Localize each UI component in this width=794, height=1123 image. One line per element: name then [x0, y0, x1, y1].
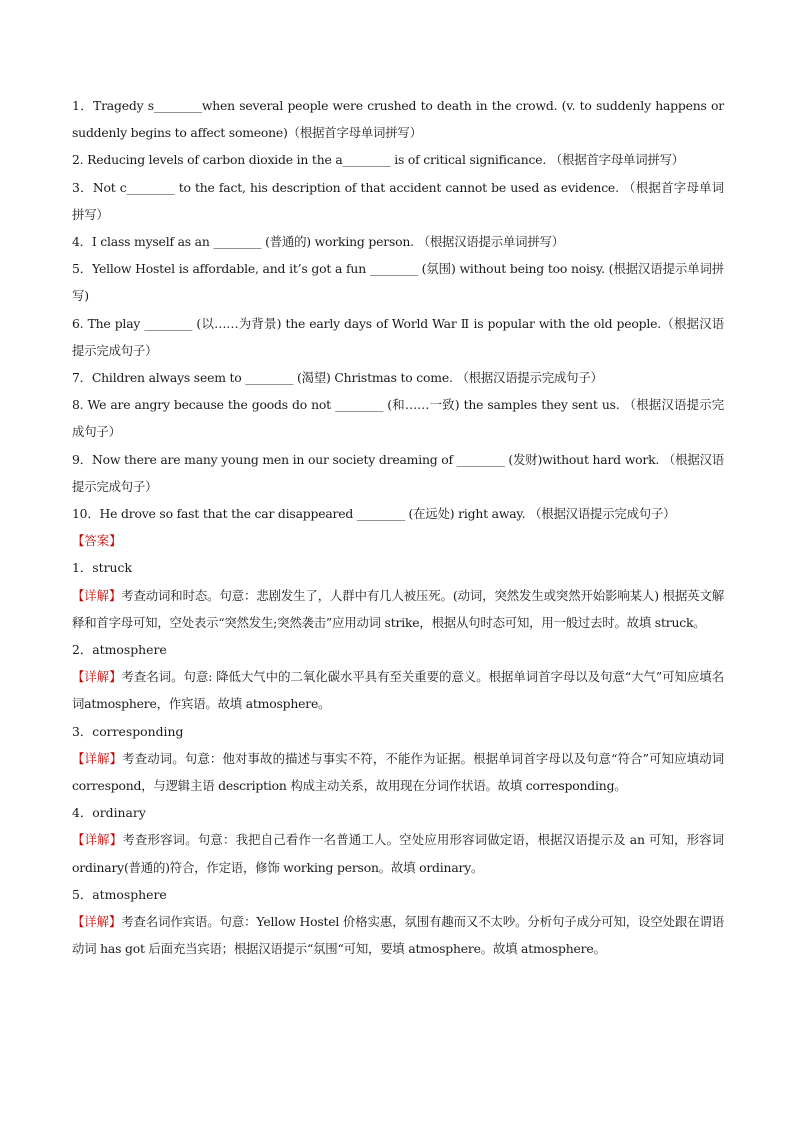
question-7: 7．Children always seem to ________ (渴望) Christmas to come. （根据汉语提示完成句子） [72, 370, 603, 386]
detail-tag: 【详解】 [72, 669, 122, 685]
question-3: 3．Not c________ to the fact, his description of that accident cannot be used as evidence. （根据首字母单词拼写） [72, 179, 724, 222]
answer-4-detail [72, 826, 724, 880]
question-5: 5．Yellow Hostel is affordable, and it’s got a fun ________ (氛围) without being too noisy. (根据汉语提示单词拼写) [72, 261, 724, 304]
answer-1-detail [72, 582, 724, 636]
detail-tag: 【详解】 [72, 750, 123, 766]
answer-5-number: 5．atmosphere [72, 886, 167, 902]
answer-heading: 【答案】 [72, 533, 122, 549]
detail-tag: 【详解】 [72, 914, 122, 930]
question-9: 9．Now there are many young men in our society dreaming of ________ (发财)without hard work. （根据汉语提示完成句子） [72, 451, 724, 494]
answer-2-number: 2．atmosphere [72, 642, 167, 658]
question-10: 10．He drove so fast that the car disappeared ________ (在远处) right away. （根据汉语提示完成句子） [72, 506, 676, 522]
answer-5-detail [72, 908, 724, 962]
answer-1-number: 1．struck [72, 560, 132, 576]
detail-text: 考查动词和时态。句意：悲剧发生了，人群中有几人被压死。(动词，突然发生或突然开始影响某人) 根据英文解释和首字母可知，空处表示“突然发生;突然袭击”应用动词 strike，根据从句时态可知，用一般过去时。故填 struck。 [72, 587, 725, 630]
document-page [72, 92, 724, 963]
detail-tag: 【详解】 [72, 832, 123, 848]
detail-text: 考查动词。句意：他对事故的描述与事实不符，不能作为证据。根据单词首字母以及句意“符合”可知应填动词 correspond，与逻辑主语 description 构成主动关系，故用现在分词作状语。故填 corresponding。 [72, 750, 724, 794]
question-8: 8. We are angry because the goods do not ________ (和……一致) the samples they sent us. （根据汉语提示完成句子） [72, 397, 724, 440]
answer-4-number: 4．ordinary [72, 805, 146, 821]
question-list [72, 92, 724, 527]
answer-2-detail [72, 663, 724, 717]
question-2: 2. Reducing levels of carbon dioxide in the a________ is of critical significance. （根据首字母单词拼写） [72, 152, 684, 168]
detail-text: 考查形容词。句意：我把自己看作一名普通工人。空处应用形容词做定语，根据汉语提示及 an 可知，形容词 ordinary(普通的)符合，作定语，修饰 working person。故填 ordinary。 [72, 832, 725, 875]
question-6: 6. The play ________ (以……为背景) the early days of World War Ⅱ is popular with the old people.（根据汉语提示完成句子） [72, 315, 724, 358]
question-1: 1．Tragedy s________when several people were crushed to death in the crowd. (v. to suddenly happens or suddenly begins to affect someone)（根据首字母单词拼写） [72, 98, 724, 141]
answer-3-number: 3．corresponding [72, 723, 184, 739]
answer-list [72, 554, 724, 962]
question-4: 4．I class myself as an ________ (普通的) working person. （根据汉语提示单词拼写） [72, 234, 564, 250]
detail-tag: 【详解】 [72, 587, 122, 603]
detail-text: 考查名词。句意: 降低大气中的二氧化碳水平具有至关重要的意义。根据单词首字母以及句意“大气”可知应填名词atmosphere，作宾语。故填 atmosphere。 [72, 669, 724, 712]
detail-text: 考查名词作宾语。句意：Yellow Hostel 价格实惠，氛围有趣而又不太吵。分析句子成分可知，设空处跟在谓语动词 has got 后面充当宾语；根据汉语提示“氛围“可知，要填 atmosphere。故填 atmosphere。 [72, 914, 724, 957]
answer-3-detail [72, 745, 724, 799]
